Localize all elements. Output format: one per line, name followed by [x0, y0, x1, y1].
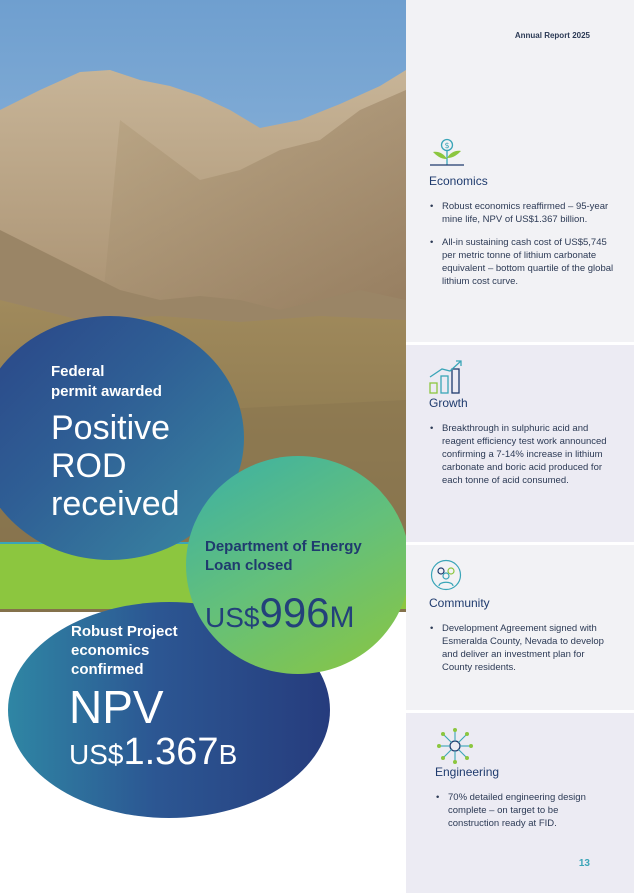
bar-chart-growth-icon: [428, 359, 464, 395]
section-community: [406, 545, 634, 710]
npv-label: NPV: [69, 681, 164, 733]
section-title: Growth: [429, 396, 468, 410]
bullet-list: [428, 422, 608, 497]
bullet-list: [434, 791, 604, 840]
section-engineering: [406, 713, 634, 893]
doe-heading: Department of Energy Loan closed: [205, 538, 362, 574]
report-sidebar: [406, 0, 634, 893]
bullet-list: [428, 622, 608, 684]
section-title: Economics: [429, 174, 488, 188]
bullet-item: • Development Agreement signed with Esmeralda County, Nevada to develop and deliver an investment plan for County residents.: [428, 622, 608, 674]
plant-dollar-icon: [428, 138, 466, 168]
section-growth: [406, 345, 634, 542]
bullet-item: • Robust economics reaffirmed – 95-year mine life, NPV of US$1.367 billion.: [428, 200, 618, 226]
permit-statement: Positive ROD received: [51, 409, 180, 523]
bullet-item: • Breakthrough in sulphuric acid and reagent efficiency test work announced confirming a 7-14% increase in lithium carbonate and boric acid produced for each tonne of acid consumed.: [428, 422, 608, 487]
network-hub-icon: [436, 727, 474, 765]
section-economics: [406, 120, 634, 342]
report-title: Annual Report 2025: [514, 31, 590, 40]
npv-heading: Robust Project economics confirmed: [71, 623, 178, 678]
bullet-item: • All-in sustaining cash cost of US$5,745 per metric tonne of lithium carbonate equivalent – bottom quartile of the global lithium cost curve.: [428, 236, 618, 288]
bullet-item: • 70% detailed engineering design complete – on target to be construction ready at FID.: [434, 791, 604, 830]
section-title: Engineering: [435, 765, 500, 779]
permit-heading: Federal permit awarded: [51, 363, 162, 400]
bullet-list: [428, 200, 618, 298]
doe-loan-amount: US$996M: [205, 589, 355, 636]
npv-value: US$1.367B: [69, 731, 238, 773]
community-people-icon: [430, 559, 462, 591]
svg-text:$: $: [444, 141, 450, 150]
page-number: 13: [578, 858, 590, 869]
section-title: Community: [429, 596, 490, 610]
